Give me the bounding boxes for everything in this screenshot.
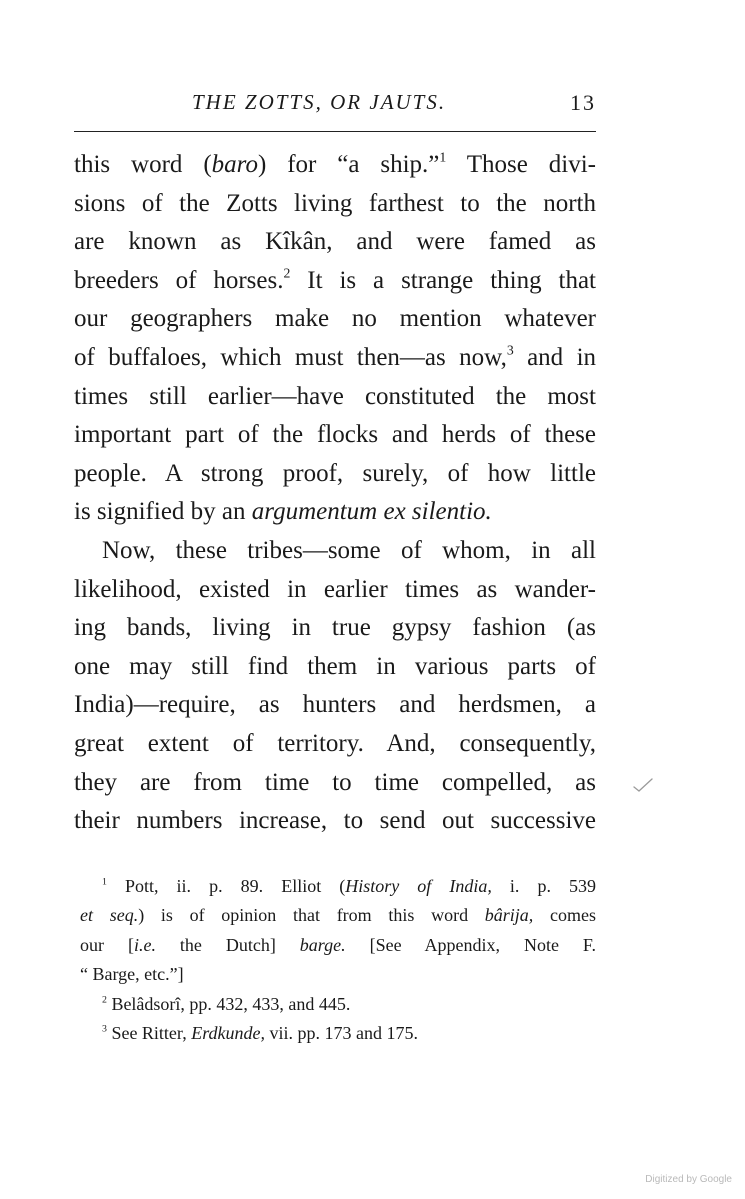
footnote-1-line: “ Barge, etc.”] [80,964,184,985]
text-line: people. A strong proof, surely, of how little [74,459,596,487]
footnote-ref: 3 [506,342,514,358]
footnotes [80,872,596,1048]
footnote-3: $^3$ See Ritter, Erdkunde, vii. pp. 173 and 175. [102,1022,419,1043]
footnote-marker: 1 [102,876,107,888]
text-line: times still earlier—have constituted the most [74,382,596,410]
footnote-marker: 3 [102,1023,107,1035]
text-line: sions of the Zotts living farthest to the north [74,189,596,217]
running-title: THE ZOTTS, OR JAUTS. [192,90,447,114]
text-line: Now, these tribes—some of whom, in all [102,536,596,564]
text-line: our geographers make no mention whatever [74,305,596,333]
page-number: 13 [570,90,596,115]
text-line: this word (baro) for “a ship.”$^1$ Those divi- [74,149,596,178]
text-line: great extent of territory. And, consequently, [74,729,596,757]
running-header [74,90,596,130]
header-rule [74,131,596,132]
footnote-1: $^1$ Pott, ii. p. 89. Elliot (History of India, i. p. 539 [102,876,596,896]
footnote-marker: 2 [102,994,107,1006]
text-line: are known as Kîkân, and were famed as [74,228,596,256]
text-line: India)—require, as hunters and herdsmen, a [74,691,596,719]
text-line: likelihood, existed in earlier times as wander- [74,575,596,603]
text-line: ing bands, living in true gypsy fashion (as [74,614,596,642]
text-line: is signified by an argumentum ex silentio. [74,498,492,526]
text-line: important part of the flocks and herds of these [74,421,596,449]
footnote-1-line: our [i.e. the Dutch] barge. [See Appendix, Note F. [80,934,596,955]
text-line: one may still find them in various parts of [74,652,596,680]
footnote-2: $^2$ Belâdsorî, pp. 432, 433, and 445. [102,993,351,1014]
watermark: Digitized by Google [645,1174,732,1185]
footnote-1-line: et seq.) is of opinion that from this word bârija, comes [80,905,596,926]
text-line: their numbers increase, to send out successive [74,807,596,835]
footnote-ref: 1 [439,149,447,165]
pencil-checkmark-icon [632,776,654,796]
text-line: breeders of horses.$^2$ It is a strange thing that [74,265,596,294]
body-text [74,146,596,841]
text-line: of buffaloes, which must then—as now,$^3$ and in [74,342,597,371]
text-line: they are from time to time compelled, as [74,768,596,796]
footnote-ref: 2 [283,265,291,281]
